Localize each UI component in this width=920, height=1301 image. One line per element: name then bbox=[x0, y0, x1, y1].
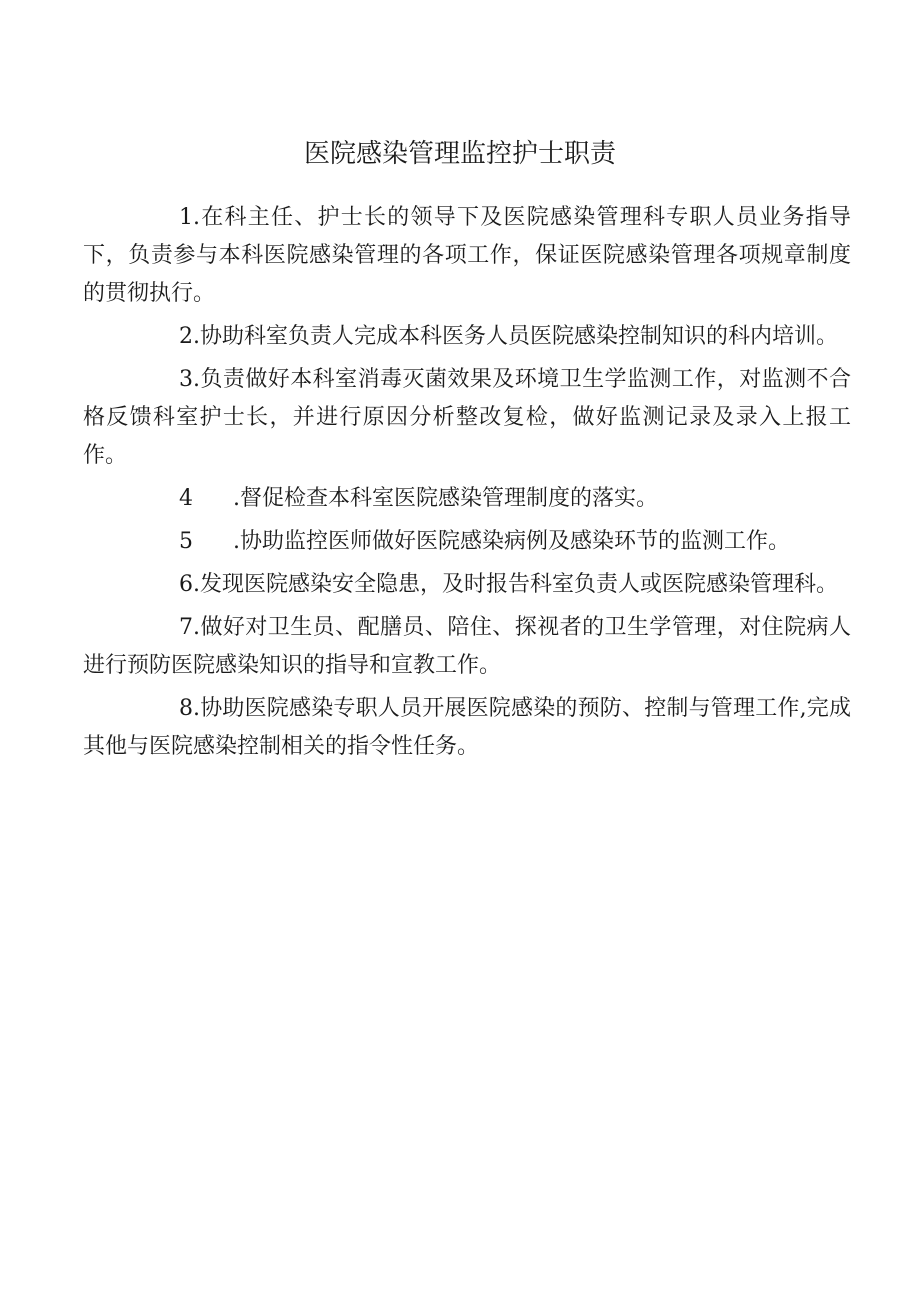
duty-item-text: .督促检查本科室医院感染管理制度的落实。 bbox=[233, 486, 658, 511]
duty-item-number: 8 bbox=[179, 696, 193, 721]
duty-item-text: .负责做好本科室消毒灭菌效果及环境卫生学监测工作，对监测不合格反馈科室护士长，并进行原因分析整改复检，做好监测记录及录入上报工作。 bbox=[83, 367, 851, 468]
duty-list bbox=[83, 199, 851, 771]
duty-item-5 bbox=[83, 523, 851, 561]
document-title: 医院感染管理监控护士职责 bbox=[303, 139, 616, 169]
duty-item-number: 7 bbox=[179, 615, 193, 640]
duty-item-number: 3 bbox=[179, 367, 193, 392]
duty-item-text: .做好对卫生员、配膳员、陪住、探视者的卫生学管理，对住院病人进行预防医院感染知识的指导和宣教工作。 bbox=[83, 615, 851, 678]
duty-item-4 bbox=[83, 480, 851, 518]
duty-item-number: 1 bbox=[179, 205, 193, 230]
duty-item-3 bbox=[83, 361, 851, 475]
duty-item-2 bbox=[83, 318, 851, 356]
duty-item-text: .协助科室负责人完成本科医务人员医院感染控制知识的科内培训。 bbox=[193, 324, 838, 349]
duty-item-number: 6 bbox=[179, 572, 193, 597]
duty-item-8 bbox=[83, 690, 851, 766]
duty-item-7 bbox=[83, 609, 851, 685]
duty-item-number: 5 bbox=[179, 529, 193, 554]
duty-item-number: 4 bbox=[179, 486, 193, 511]
duty-item-6 bbox=[83, 566, 851, 604]
duty-item-1 bbox=[83, 199, 851, 313]
duty-item-text: .发现医院感染安全隐患，及时报告科室负责人或医院感染管理科。 bbox=[193, 572, 838, 597]
duty-item-text: .在科主任、护士长的领导下及医院感染管理科专职人员业务指导下，负责参与本科医院感染管理的各项工作，保证医院感染管理各项规章制度的贯彻执行。 bbox=[83, 205, 851, 306]
duty-item-text: .协助监控医师做好医院感染病例及感染环节的监测工作。 bbox=[233, 529, 790, 554]
duty-item-number: 2 bbox=[179, 324, 193, 349]
duty-item-text: .协助医院感染专职人员开展医院感染的预防、控制与管理工作,完成其他与医院感染控制相关的指令性任务。 bbox=[83, 696, 851, 759]
